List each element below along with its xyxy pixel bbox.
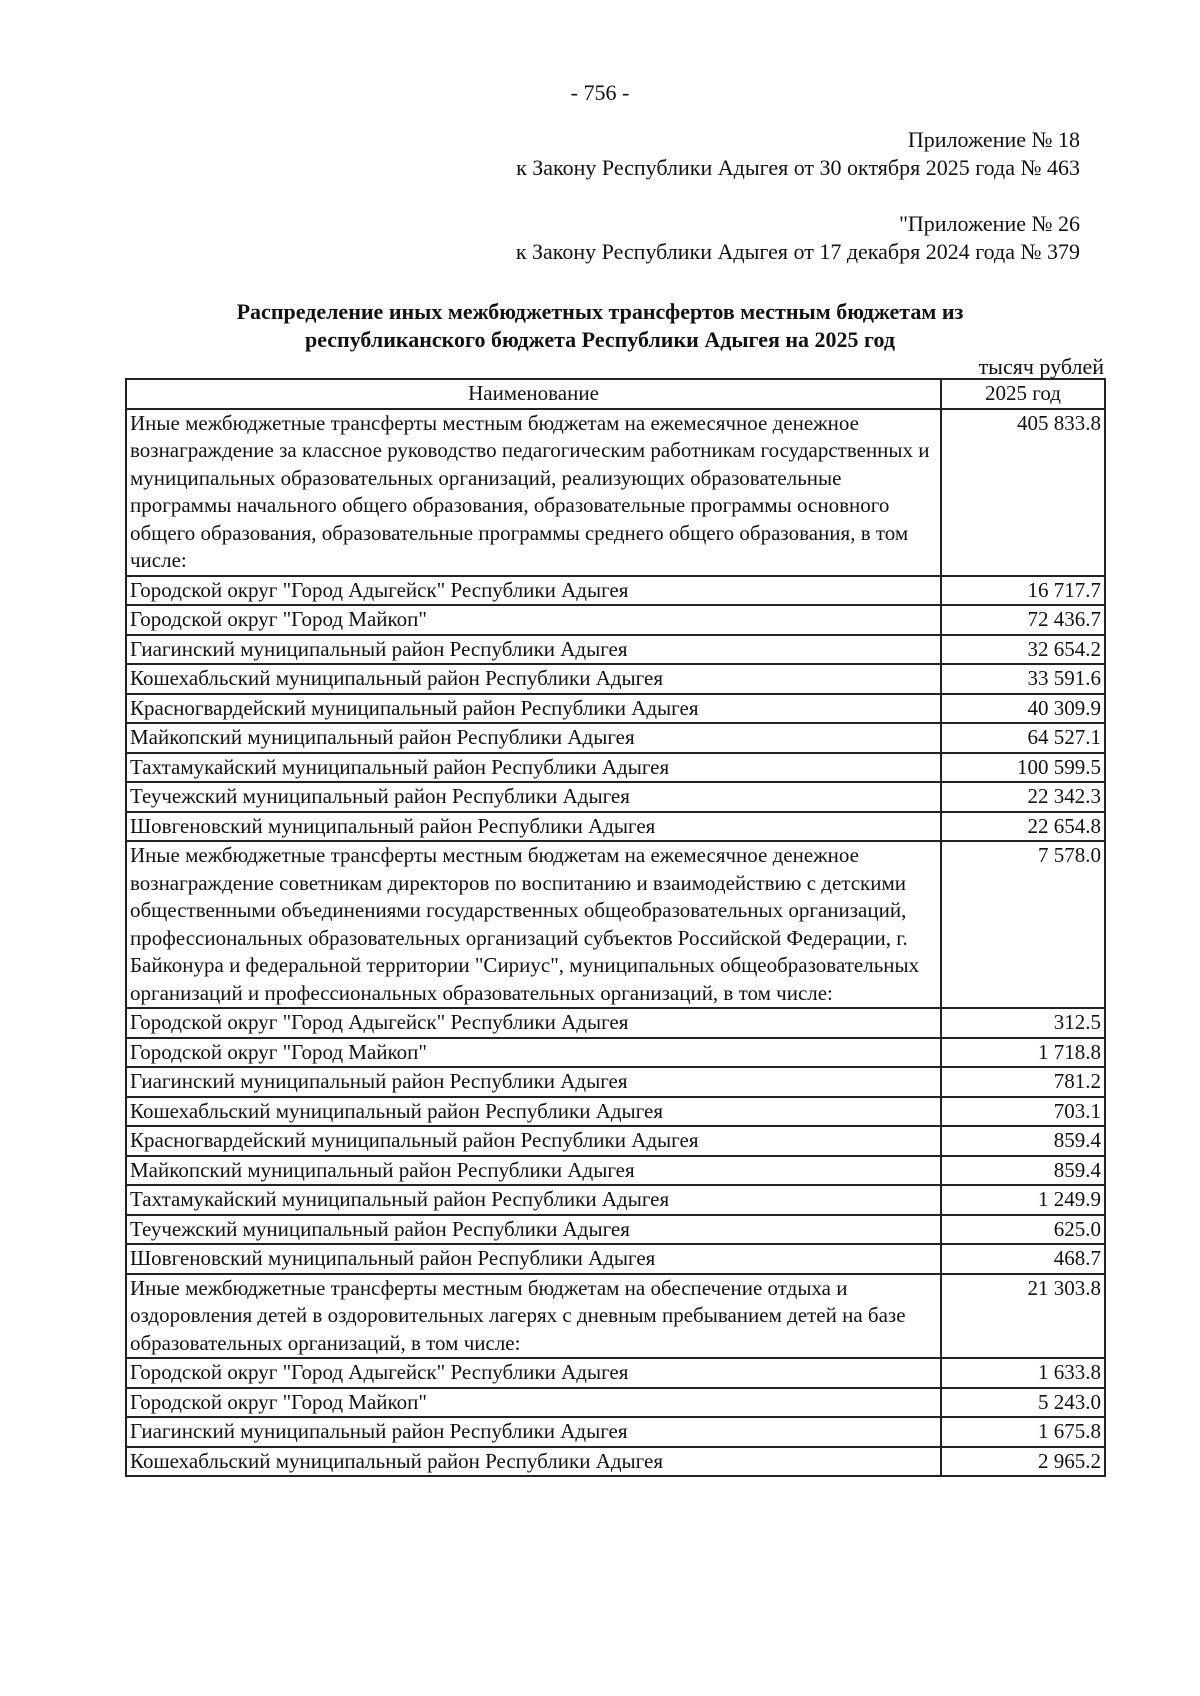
transfers-table-wrap [125,378,1104,1477]
row-value: 5 243.0 [941,1388,1105,1418]
row-value: 1 633.8 [941,1358,1105,1388]
row-value: 40 309.9 [941,694,1105,724]
row-value: 22 342.3 [941,782,1105,812]
row-name: Шовгеновский муниципальный район Республики Адыгея [126,812,941,842]
row-value: 22 654.8 [941,812,1105,842]
table-row [126,782,1105,812]
row-value: 1 718.8 [941,1038,1105,1068]
page-number: - 756 - [570,80,630,105]
transfers-table [125,378,1106,1477]
row-name: Гиагинский муниципальный район Республики Адыгея [126,635,941,665]
row-name: Тахтамукайский муниципальный район Республики Адыгея [126,1185,941,1215]
row-value: 32 654.2 [941,635,1105,665]
row-name: Кошехабльский муниципальный район Республики Адыгея [126,664,941,694]
appendix-previous [516,210,1080,266]
document-title [0,298,1200,354]
table-row [126,694,1105,724]
row-name: Красногвардейский муниципальный район Республики Адыгея [126,1126,941,1156]
row-value: 312.5 [941,1008,1105,1038]
row-name: Шовгеновский муниципальный район Республики Адыгея [126,1244,941,1274]
row-value: 2 965.2 [941,1447,1105,1477]
table-row [126,1067,1105,1097]
row-name: Тахтамукайский муниципальный район Республики Адыгея [126,753,941,783]
row-value: 21 303.8 [941,1274,1105,1359]
row-value: 468.7 [941,1244,1105,1274]
row-value: 1 249.9 [941,1185,1105,1215]
appendix-current-number: Приложение № 18 [907,127,1080,152]
table-row [126,605,1105,635]
row-name: Иные межбюджетные трансферты местным бюджетам на обеспечение отдыха и оздоровления детей в оздоровительных лагерях с дневным пребыванием детей на базе образовательных организаций, в том числе: [126,1274,941,1359]
table-row [126,1097,1105,1127]
table-row [126,1244,1105,1274]
table-row [126,635,1105,665]
row-name: Городской округ "Город Адыгейск" Республики Адыгея [126,1008,941,1038]
table-row [126,576,1105,606]
row-name: Теучежский муниципальный район Республики Адыгея [126,1215,941,1245]
table-row [126,1447,1105,1477]
table-row [126,1185,1105,1215]
row-value: 16 717.7 [941,576,1105,606]
table-row [126,1388,1105,1418]
row-value: 100 599.5 [941,753,1105,783]
row-name: Майкопский муниципальный район Республики Адыгея [126,1156,941,1186]
row-value: 1 675.8 [941,1417,1105,1447]
row-name: Майкопский муниципальный район Республики Адыгея [126,723,941,753]
appendix-current [516,126,1080,182]
table-row [126,1274,1105,1359]
row-name: Городской округ "Город Майкоп" [126,1038,941,1068]
row-value: 781.2 [941,1067,1105,1097]
row-value: 64 527.1 [941,723,1105,753]
row-value: 859.4 [941,1126,1105,1156]
table-header-row [126,379,1105,409]
row-value: 405 833.8 [941,409,1105,576]
appendix-current-law: к Закону Республики Адыгея от 30 октября 2025 года № 463 [516,155,1080,180]
table-row [126,664,1105,694]
row-name: Теучежский муниципальный район Республики Адыгея [126,782,941,812]
row-name: Иные межбюджетные трансферты местным бюджетам на ежемесячное денежное вознаграждение советникам директоров по воспитанию и взаимодействию с детскими общественными объединениями государственных общеобразовательных организаций, профессиональных образовательных организаций субъектов Российской Федерации, г. Байконура и федеральной территории "Сириус", муниципальных общеобразовательных организаций и профессиональных образовательных организаций, в том числе: [126,841,941,1008]
table-row [126,723,1105,753]
table-row [126,1008,1105,1038]
row-name: Кошехабльский муниципальный район Республики Адыгея [126,1097,941,1127]
row-name: Красногвардейский муниципальный район Республики Адыгея [126,694,941,724]
table-row [126,1358,1105,1388]
row-value: 72 436.7 [941,605,1105,635]
table-row [126,1417,1105,1447]
document-title-line-1: Распределение иных межбюджетных трансфертов местным бюджетам из [236,299,964,324]
row-value: 33 591.6 [941,664,1105,694]
table-row [126,841,1105,1008]
table-row [126,1156,1105,1186]
row-value: 703.1 [941,1097,1105,1127]
row-value: 859.4 [941,1156,1105,1186]
row-name: Городской округ "Город Майкоп" [126,605,941,635]
row-name: Городской округ "Город Адыгейск" Республики Адыгея [126,576,941,606]
row-name: Гиагинский муниципальный район Республики Адыгея [126,1417,941,1447]
header-name: Наименование [126,379,941,409]
row-value: 7 578.0 [941,841,1105,1008]
table-row [126,1038,1105,1068]
table-row [126,1215,1105,1245]
table-row [126,812,1105,842]
row-name: Кошехабльский муниципальный район Республики Адыгея [126,1447,941,1477]
header-year: 2025 год [941,379,1105,409]
row-name: Гиагинский муниципальный район Республики Адыгея [126,1067,941,1097]
table-row [126,1126,1105,1156]
appendix-previous-law: к Закону Республики Адыгея от 17 декабря 2024 года № 379 [515,239,1080,264]
appendix-previous-number: "Приложение № 26 [898,211,1080,236]
table-row [126,753,1105,783]
document-title-line-2: республиканского бюджета Республики Адыгея на 2025 год [304,327,895,352]
table-body [126,409,1105,1477]
row-value: 625.0 [941,1215,1105,1245]
table-row [126,409,1105,576]
row-name: Иные межбюджетные трансферты местным бюджетам на ежемесячное денежное вознаграждение за классное руководство педагогическим работникам государственных и муниципальных образовательных организаций, реализующих образовательные программы начального общего образования, образовательные программы основного общего образования, образовательные программы среднего общего образования, в том числе: [126,409,941,576]
row-name: Городской округ "Город Майкоп" [126,1388,941,1418]
units-label: тысяч рублей [978,354,1104,379]
row-name: Городской округ "Город Адыгейск" Республики Адыгея [126,1358,941,1388]
